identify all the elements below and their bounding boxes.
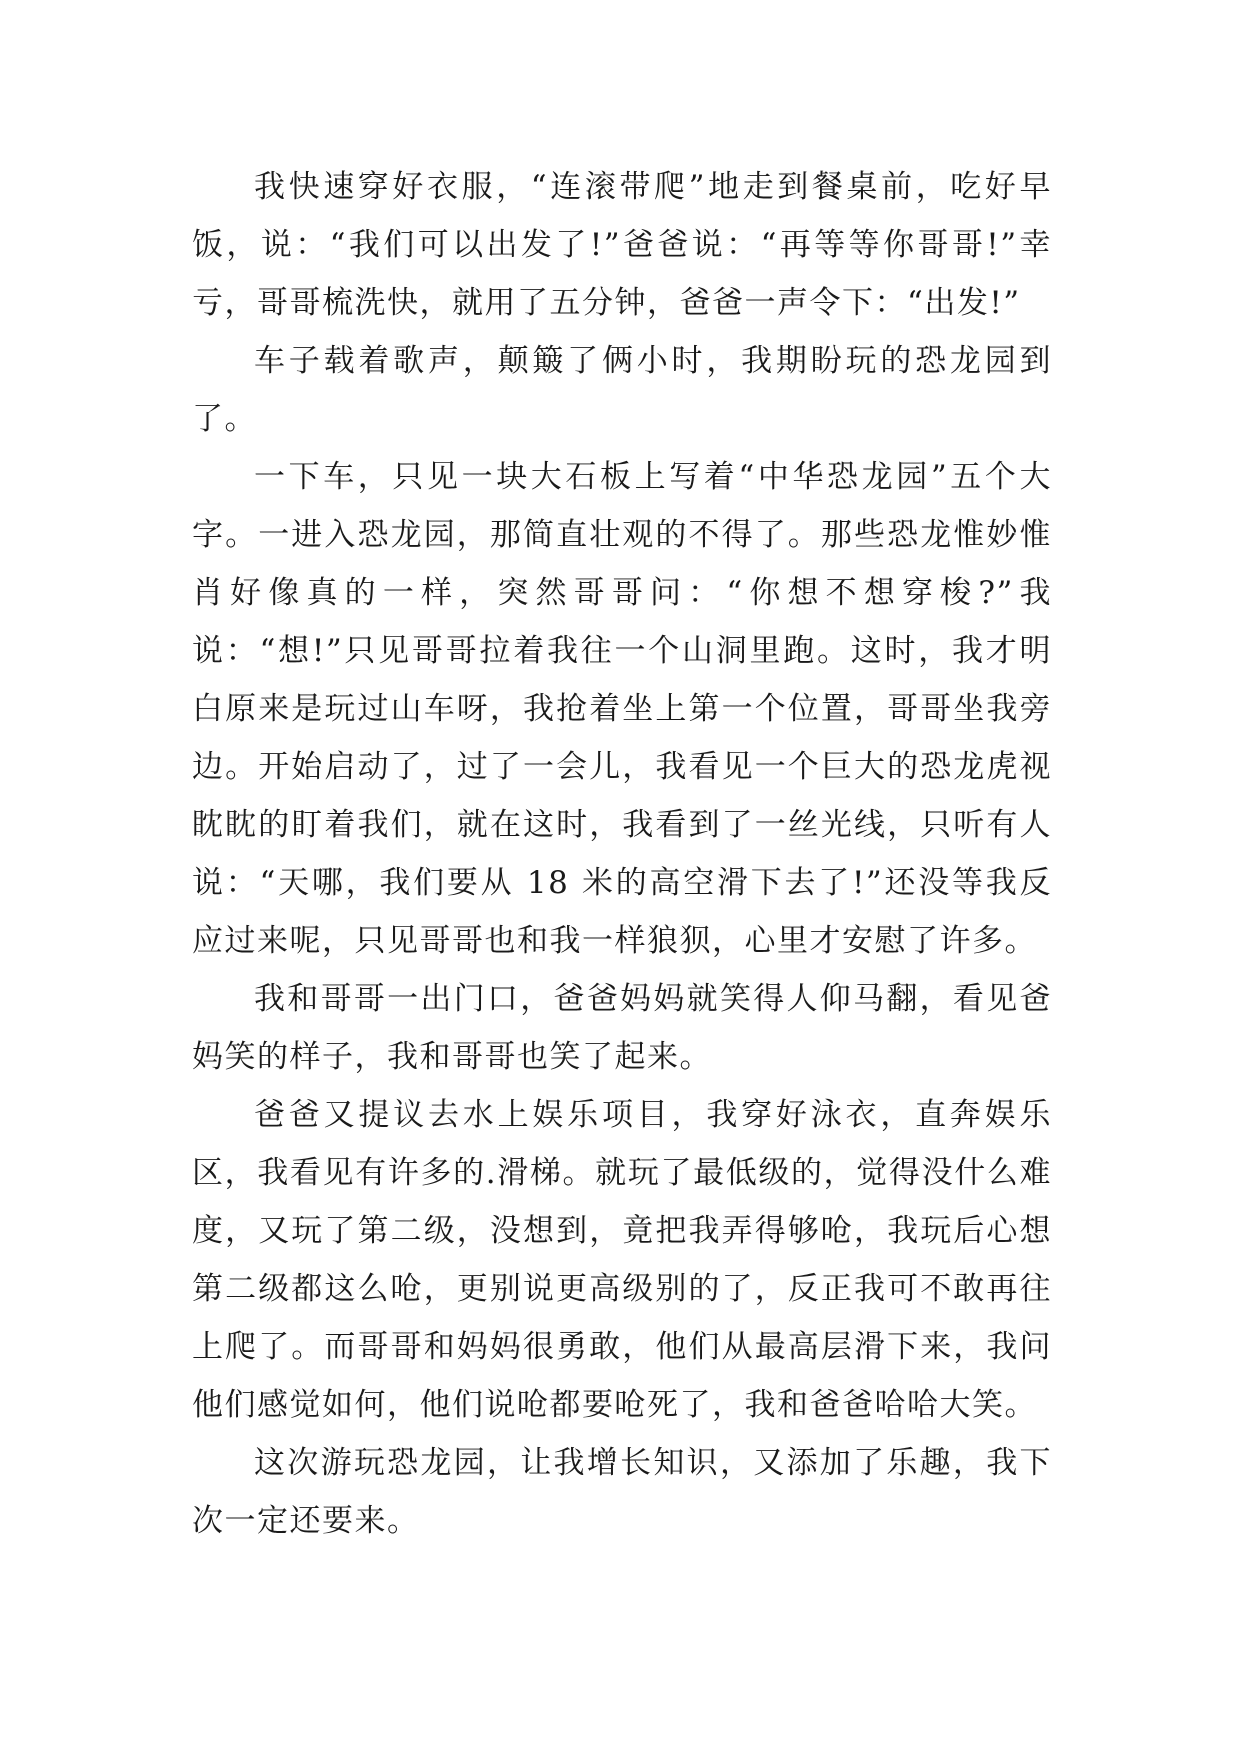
document-body	[192, 158, 1052, 1550]
paragraph-4: 我和哥哥一出门口，爸爸妈妈就笑得人仰马翻，看见爸妈笑的样子，我和哥哥也笑了起来。	[192, 981, 1052, 1075]
paragraph-2: 车子载着歌声，颠簸了俩小时，我期盼玩的恐龙园到了。	[192, 343, 1052, 437]
paragraph-1: 我快速穿好衣服，“连滚带爬”地走到餐桌前，吃好早饭，说：“我们可以出发了!”爸爸说：“再等等你哥哥!”幸亏，哥哥梳洗快，就用了五分钟，爸爸一声令下：“出发!”	[192, 169, 1052, 321]
paragraph-5: 爸爸又提议去水上娱乐项目，我穿好泳衣，直奔娱乐区，我看见有许多的.滑梯。就玩了最低级的，觉得没什么难度，又玩了第二级，没想到，竟把我弄得够呛，我玩后心想第二级都这么呛，更别说更高级别的了，反正我可不敢再往上爬了。而哥哥和妈妈很勇敢，他们从最高层滑下来，我问他们感觉如何，他们说呛都要呛死了，我和爸爸哈哈大笑。	[192, 1097, 1052, 1423]
paragraph-3: 一下车，只见一块大石板上写着“中华恐龙园”五个大字。一进入恐龙园，那简直壮观的不得了。那些恐龙惟妙惟肖好像真的一样，突然哥哥问：“你想不想穿梭?”我说：“想!”只见哥哥拉着我往一个山洞里跑。这时，我才明白原来是玩过山车呀，我抢着坐上第一个位置，哥哥坐我旁边。开始启动了，过了一会儿，我看见一个巨大的恐龙虎视眈眈的盯着我们，就在这时，我看到了一丝光线，只听有人说：“天哪，我们要从 18 米的高空滑下去了!”还没等我反应过来呢，只见哥哥也和我一样狼狈，心里才安慰了许多。	[192, 459, 1052, 959]
paragraph-6: 这次游玩恐龙园，让我增长知识，又添加了乐趣，我下次一定还要来。	[192, 1445, 1052, 1539]
